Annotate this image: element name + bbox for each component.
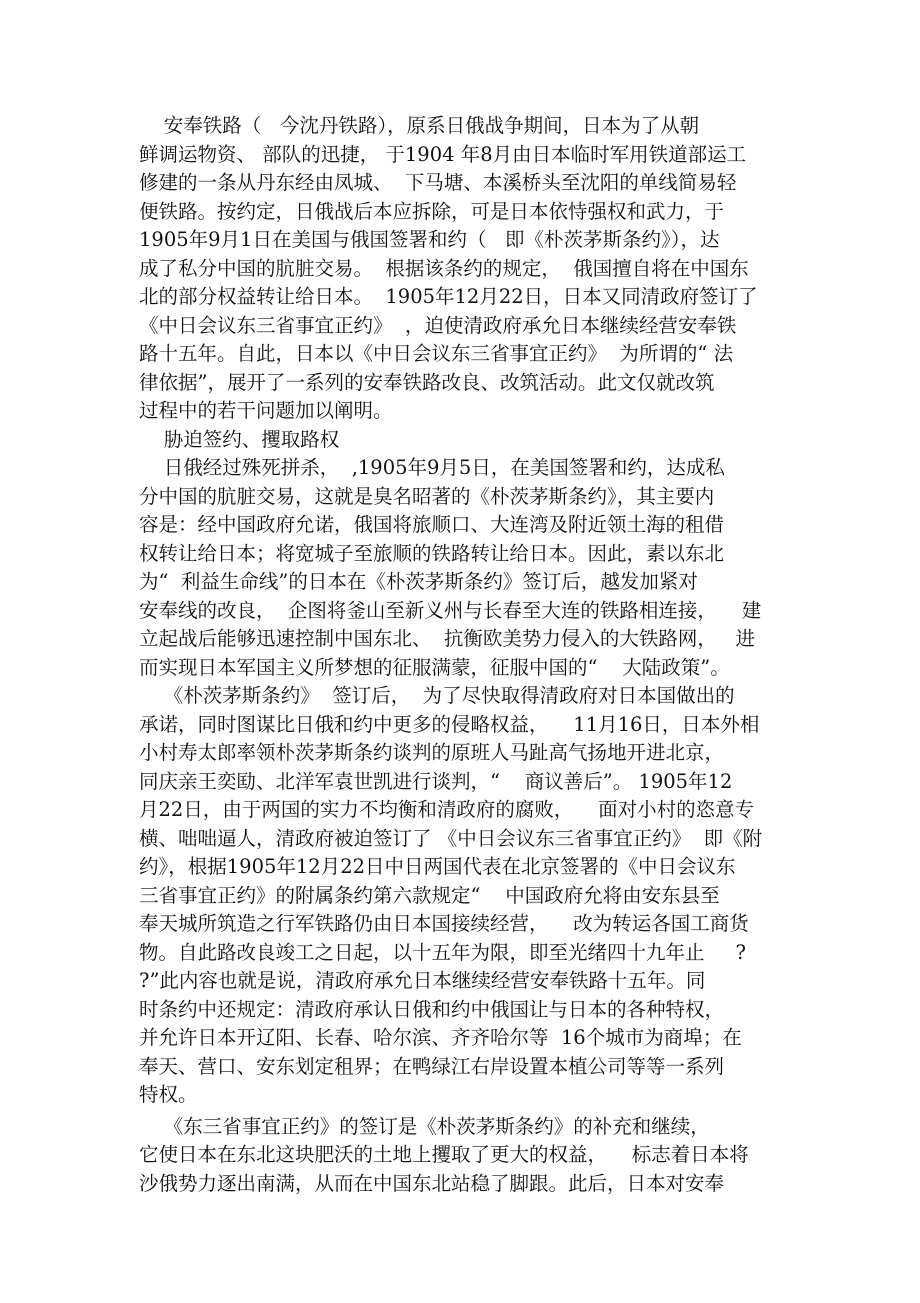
text-line: 奉天、营口、安东划定租界；在鸭绿江右岸设置本植公司等等一系列 xyxy=(139,1054,725,1078)
text-line: 便铁路。按约定，日俄战后本应拆除，可是日本依恃强权和武力，于 xyxy=(139,199,725,223)
text-line: 月22日，由于两国的实力不均衡和清政府的腐败， 面对小村的恣意专 xyxy=(139,798,755,821)
text-line: 1905年9月1日在美国与俄国签署和约（ 即《朴茨茅斯条约》），达 xyxy=(139,228,720,251)
text-line: 成了私分中国的肮脏交易。 根据该条约的规定， 俄国擅自将在中国东 xyxy=(139,256,749,280)
text-line: 而实现日本军国主义所梦想的征服满蒙，征服中国的“ 大陆政策”。 xyxy=(139,655,730,679)
text-line: 同庆亲王奕劻、北洋军袁世凯进行谈判，“ 商议善后”。 1905年12 xyxy=(139,769,733,793)
text-line: 并允许日本开辽阳、长春、哈尔滨、齐齐哈尔等 16个城市为商埠；在 xyxy=(139,1026,742,1049)
text-line: 小村寿太郎率领朴茨茅斯条约谈判的原班人马趾高气扬地开进北京， xyxy=(139,741,725,764)
text-line: 《东三省事宜正约》的签订是《朴茨茅斯条约》的补充和继续， xyxy=(139,1114,710,1138)
text-line: 奉天城所筑造之行军铁路仍由日本国接续经营， 改为转运各国工商货 xyxy=(139,912,749,935)
text-line: ?”此内容也就是说，清政府承允日本继续经营安奉铁路十五年。同 xyxy=(139,969,706,992)
text-line: 北的部分权益转让给日本。 1905年12月22日，日本又同清政府签订了 xyxy=(139,285,758,308)
text-line: 时条约中还规定：清政府承认日俄和约中俄国让与日本的各种特权， xyxy=(139,997,725,1021)
text-line: 《中日会议东三省事宜正约》 ，迫使清政府承允日本继续经营安奉铁 xyxy=(139,313,737,337)
text-line: 特权。 xyxy=(139,1083,198,1106)
document-body xyxy=(139,112,789,1198)
text-line: 约》，根据1905年12月22日中日两国代表在北京签署的《中日会议东 xyxy=(139,855,736,878)
text-line: 日俄经过殊死拼杀， ,1905年9月5日，在美国签署和约，达成私 xyxy=(139,456,725,479)
text-line: 安奉铁路（ 今沈丹铁路），原系日俄战争期间，日本为了从朝 xyxy=(139,114,700,137)
text-line: 鲜调运物资、 部队的迅捷， 于1904 年8月由日本临时军用铁道部运工 xyxy=(139,142,747,166)
text-line: 过程中的若干问题加以阐明。 xyxy=(139,399,393,422)
text-line: 物。自此路改良竣工之日起，以十五年为限，即至光绪四十九年止 ? xyxy=(139,940,746,964)
text-line: 路十五年。自此，日本以《中日会议东三省事宜正约》 为所谓的“ 法 xyxy=(139,342,734,365)
text-line: 安奉线的改良， 企图将釜山至新义州与长春至大连的铁路相连接， 建 xyxy=(139,598,762,622)
text-line: 横、咄咄逼人，清政府被迫签订了 《中日会议东三省事宜正约》 即《附 xyxy=(139,826,763,850)
text-line: 修建的一条从丹东经由凤城、 下马塘、本溪桥头至沈阳的单线简易轻 xyxy=(139,171,737,194)
text-line: 权转让给日本；将宽城子至旅顺的铁路转让给日本。因此，素以东北 xyxy=(139,541,725,565)
text-line: 沙俄势力逐出南满，从而在中国东北站稳了脚跟。此后，日本对安奉 xyxy=(139,1171,725,1195)
text-line: 律依据”，展开了一系列的安奉铁路改良、改筑活动。此文仅就改筑 xyxy=(139,370,715,394)
text-line: 分中国的肮脏交易，这就是臭名昭著的《朴茨茅斯条约》，其主要内 xyxy=(139,484,715,508)
text-line: 它使日本在东北这块肥沃的土地上攫取了更大的权益， 标志着日本将 xyxy=(139,1143,749,1166)
text-line: 立起战后能够迅速控制中国东北、 抗衡欧美势力侵入的大铁路网， 进 xyxy=(139,627,755,650)
text-line: 承诺，同时图谋比日俄和约中更多的侵略权益， 11月16日，日本外相 xyxy=(139,712,760,736)
text-line: 为“ 利益生命线”的日本在《朴茨茅斯条约》签订后，越发加紧对 xyxy=(139,570,698,593)
text-line: 三省事宜正约》的附属条约第六款规定“ 中国政府允将由安东县至 xyxy=(139,883,720,907)
text-line: 胁迫签约、攫取路权 xyxy=(139,427,340,451)
text-line: 《朴茨茅斯条约》 签订后， 为了尽快取得清政府对日本国做出的 xyxy=(139,684,735,707)
text-line: 容是：经中国政府允诺，俄国将旅顺口、大连湾及附近领土海的租借 xyxy=(139,513,725,536)
